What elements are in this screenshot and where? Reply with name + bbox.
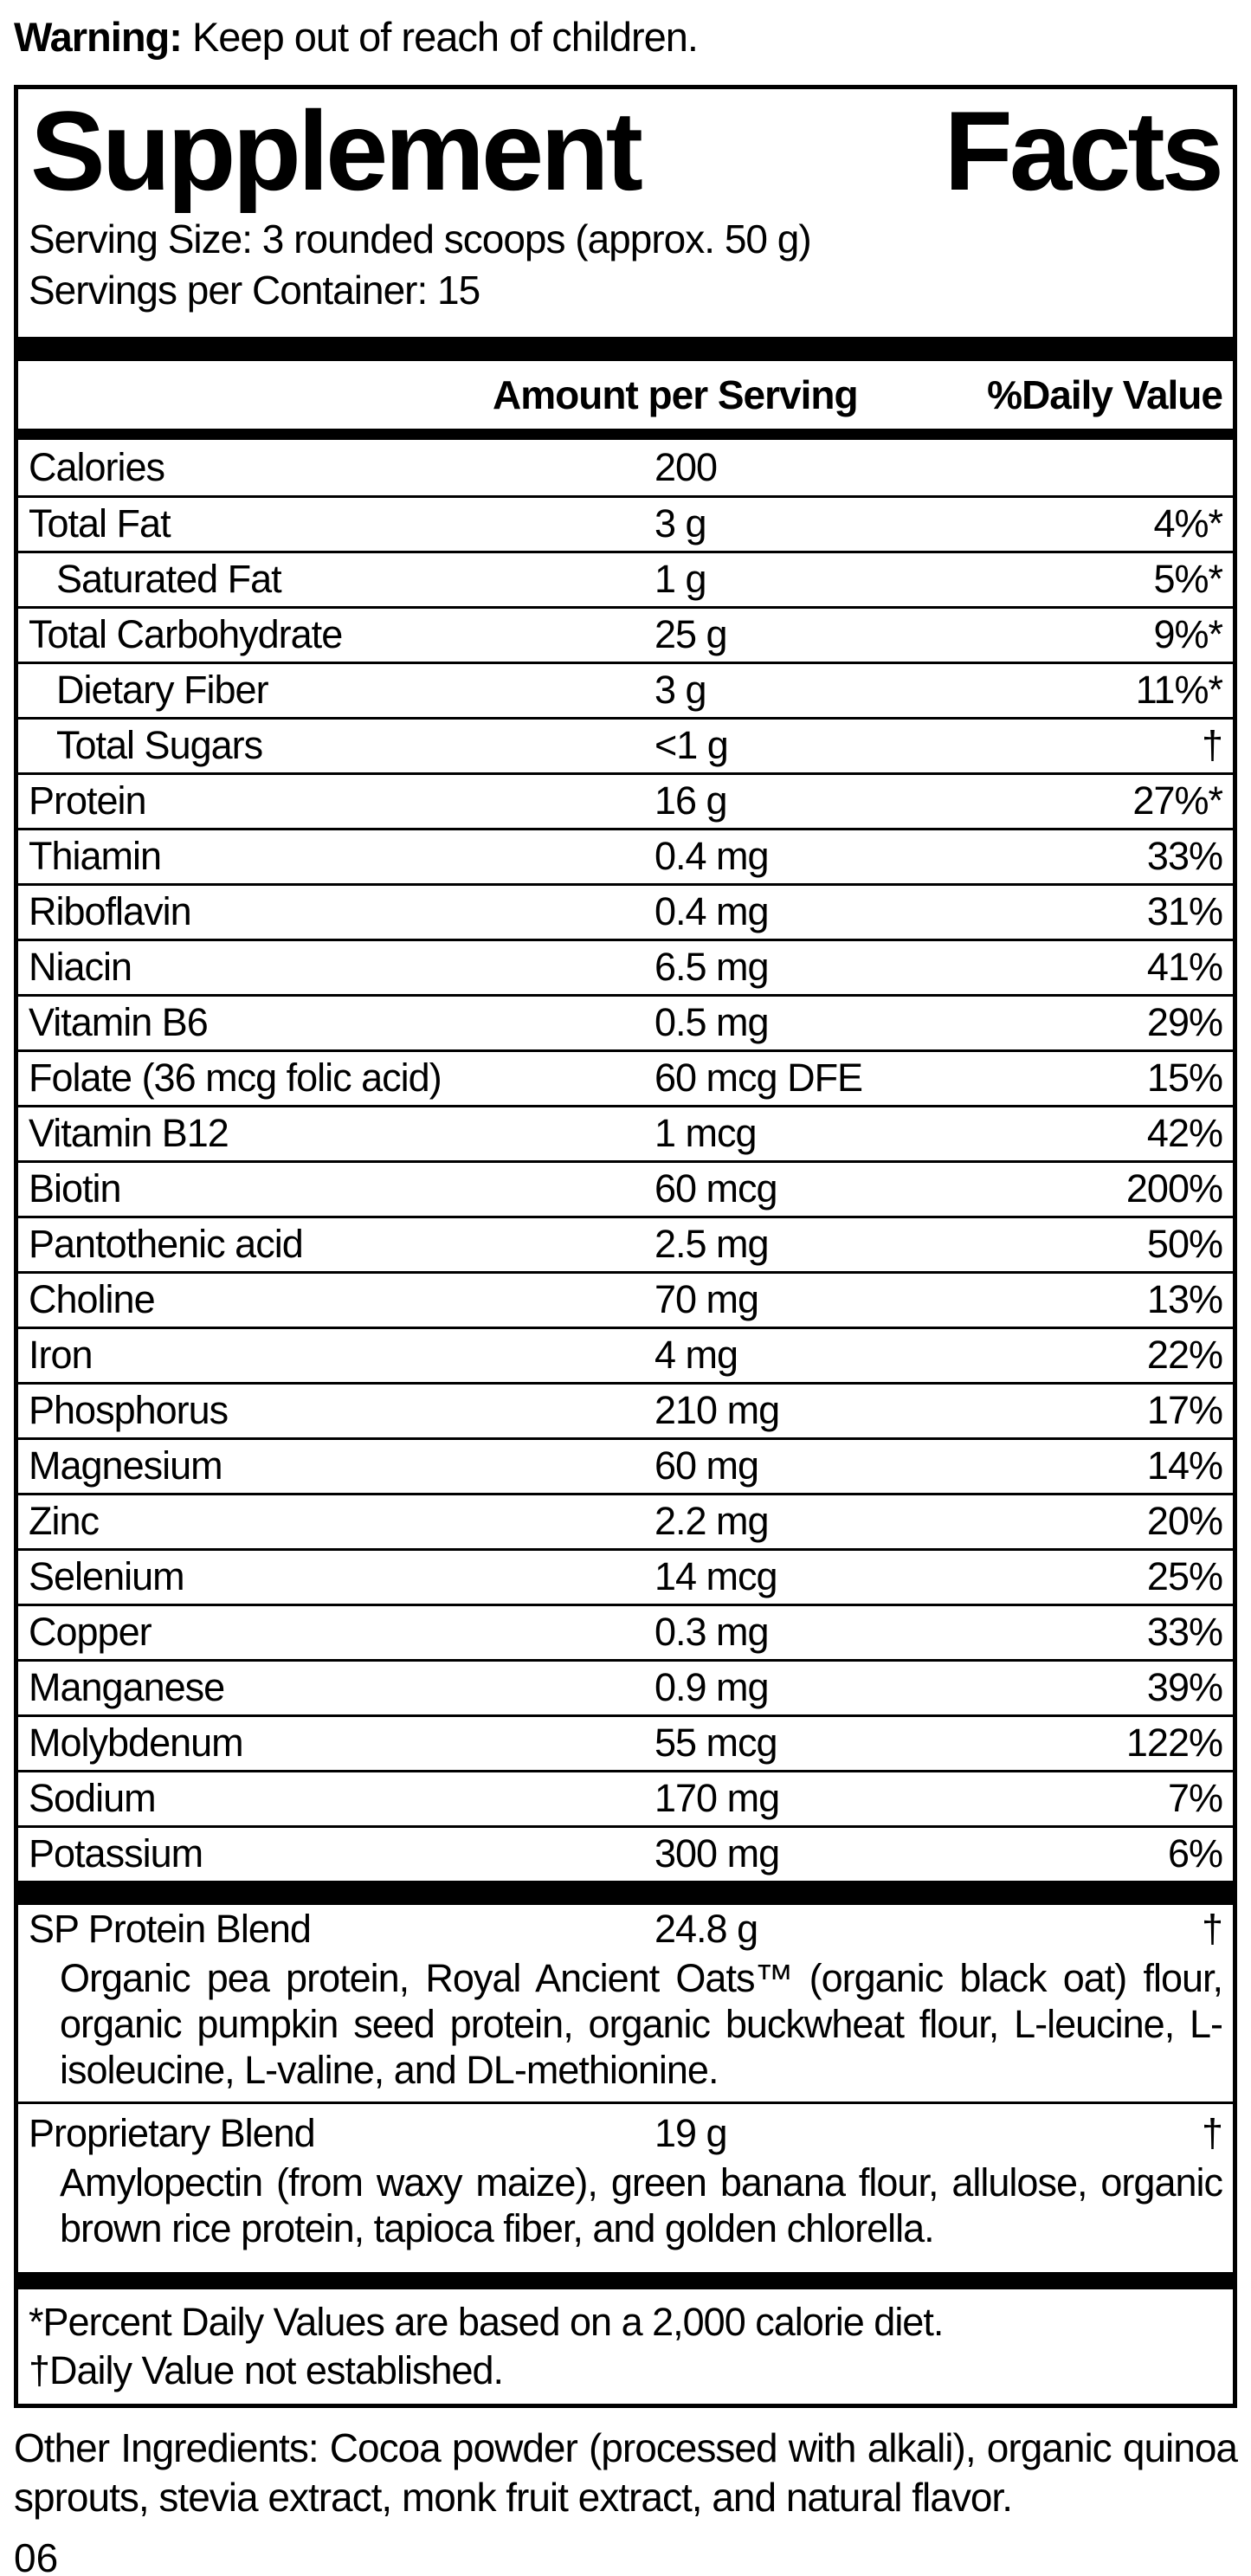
table-row-zinc [18,1493,1233,1548]
row-dv: 42% [1146,1111,1222,1155]
table-row-iron [18,1327,1233,1382]
row-dv: 5%* [1153,557,1222,601]
row-dv: 11%* [1135,668,1222,712]
nutrient-table [18,440,1233,1881]
row-dv: 50% [1146,1222,1222,1266]
table-row-vitamin-b6 [18,994,1233,1049]
row-dv: 33% [1146,1610,1222,1654]
divider-bar-top [18,337,1233,361]
row-label: Saturated Fat [56,557,281,601]
row-amount: 60 mg [655,1443,759,1488]
row-label: Choline [29,1277,155,1321]
table-row-selenium [18,1548,1233,1604]
serving-info [18,214,1233,316]
table-row-total-sugars [18,717,1233,772]
table-row-choline [18,1271,1233,1327]
row-dv: 15% [1146,1056,1222,1100]
row-dv: 41% [1146,945,1222,989]
row-amount: <1 g [655,723,728,767]
blend-dv: † [1201,1906,1222,1951]
panel-title [18,87,1233,214]
row-label: Sodium [29,1776,156,1820]
warning-line [0,0,1251,62]
blend-label: SP Protein Blend [29,1906,311,1951]
title-word-facts: Facts [944,87,1221,214]
row-label: Copper [29,1610,152,1654]
row-label: Phosphorus [29,1388,229,1432]
table-row-magnesium [18,1437,1233,1493]
page-number: 06 [14,2534,59,2576]
servings-per-container: Servings per Container: 15 [29,267,480,313]
row-label: Manganese [29,1665,225,1709]
table-row-dietary-fiber [18,662,1233,717]
row-dv: 29% [1146,1000,1222,1044]
row-dv: 27%* [1132,778,1222,823]
row-label: Pantothenic acid [29,1222,303,1266]
row-amount: 2.2 mg [655,1499,769,1543]
row-amount: 300 mg [655,1831,780,1876]
row-label: Total Fat [29,501,171,546]
table-row-saturated-fat [18,551,1233,606]
row-amount: 0.9 mg [655,1665,769,1709]
row-amount: 2.5 mg [655,1222,769,1266]
row-dv: 200% [1125,1166,1222,1211]
footnote-percent-dv: *Percent Daily Values are based on a 2,000 calorie diet. [29,2299,944,2344]
table-row-calories [18,440,1233,495]
blend-description-sp-protein: Organic pea protein, Royal Ancient Oats™ (organic black oat) flour, organic pumpkin seed protein, organic buckwheat flour, L-leucine, L-isoleucine, L-valine, and DL-methionine. [60,1955,1222,2092]
row-label: Zinc [29,1499,100,1543]
row-label: Iron [29,1333,93,1377]
row-dv: 6% [1167,1831,1222,1876]
row-dv: 39% [1146,1665,1222,1709]
title-word-supplement: Supplement [30,87,640,214]
blend-amount: 19 g [655,2110,727,2155]
row-label: Vitamin B6 [29,1000,208,1044]
row-amount: 6.5 mg [655,945,769,989]
row-dv: 17% [1146,1388,1222,1432]
row-amount: 0.4 mg [655,834,769,878]
table-row-vitamin-b12 [18,1105,1233,1160]
row-amount: 16 g [655,778,727,823]
blend-row-sp-protein [18,1905,1233,1953]
row-label: Molybdenum [29,1721,243,1765]
row-dv: 33% [1146,834,1222,878]
row-label: Protein [29,778,146,823]
row-label: Magnesium [29,1443,222,1488]
table-row-manganese [18,1659,1233,1714]
row-dv: 22% [1146,1333,1222,1377]
blend-dv: † [1201,2110,1222,2155]
footnotes [18,2289,1233,2404]
table-row-protein [18,772,1233,828]
table-row-total-fat [18,495,1233,551]
row-dv: 4%* [1153,501,1222,546]
row-amount: 3 g [655,501,706,546]
row-label: Niacin [29,945,132,989]
row-label: Calories [29,444,165,489]
row-amount: 60 mcg DFE [655,1056,863,1100]
divider-bar-blends [18,1881,1233,1905]
row-dv: 20% [1146,1499,1222,1543]
blend-sp-protein [18,1905,1233,2101]
row-amount: 0.5 mg [655,1000,769,1044]
row-amount: 60 mcg [655,1166,777,1211]
table-row-sodium [18,1770,1233,1825]
blend-amount: 24.8 g [655,1906,758,1951]
row-dv: 7% [1167,1776,1222,1820]
row-dv: 122% [1125,1721,1222,1765]
row-label: Potassium [29,1831,203,1876]
row-amount: 170 mg [655,1776,780,1820]
row-amount: 1 g [655,557,706,601]
table-row-phosphorus [18,1382,1233,1437]
row-dv: 9%* [1153,612,1222,656]
blend-label: Proprietary Blend [29,2110,315,2155]
warning-label: Warning: [14,14,182,60]
row-dv: 31% [1146,889,1222,933]
row-amount: 0.4 mg [655,889,769,933]
table-row-thiamin [18,828,1233,883]
row-dv: † [1201,723,1222,767]
blend-proprietary [18,2101,1233,2260]
table-row-total-carbohydrate [18,606,1233,662]
warning-text: Keep out of reach of children. [181,14,698,60]
table-row-biotin [18,1160,1233,1216]
divider-bar-footnotes [18,2272,1233,2289]
row-amount: 210 mg [655,1388,780,1432]
table-row-niacin [18,939,1233,994]
table-row-molybdenum [18,1714,1233,1770]
footnote-dagger: †Daily Value not established. [29,2347,504,2392]
row-dv: 14% [1146,1443,1222,1488]
serving-size: Serving Size: 3 rounded scoops (approx. 50 g) [29,216,811,261]
row-amount: 1 mcg [655,1111,757,1155]
row-amount: 55 mcg [655,1721,777,1765]
other-ingredients: Other Ingredients: Cocoa powder (processed with alkali), organic quinoa sprouts, stevia extract, monk fruit extract, and natural flavor. [14,2424,1237,2520]
row-dv: 13% [1146,1277,1222,1321]
blend-description-proprietary: Amylopectin (from waxy maize), green banana flour, allulose, organic brown rice protein, tapioca fiber, and golden chlorella. [60,2160,1222,2250]
row-dv: 25% [1146,1554,1222,1598]
row-label: Total Carbohydrate [29,612,343,656]
table-row-riboflavin [18,883,1233,939]
table-row-folate [18,1049,1233,1105]
table-header [18,361,1233,429]
row-amount: 4 mg [655,1333,738,1377]
row-label: Dietary Fiber [56,668,268,712]
row-amount: 200 [655,444,718,489]
row-amount: 25 g [655,612,727,656]
supplement-facts-panel [14,85,1237,2408]
header-amount-per-serving: Amount per Serving [493,371,858,417]
row-label: Selenium [29,1554,184,1598]
row-label: Riboflavin [29,889,191,933]
divider-bar-header [18,429,1233,440]
table-row-potassium [18,1825,1233,1881]
row-label: Thiamin [29,834,162,878]
row-label: Biotin [29,1166,121,1211]
header-daily-value: %Daily Value [987,371,1222,417]
row-label: Vitamin B12 [29,1111,229,1155]
row-label: Total Sugars [56,723,263,767]
row-label: Folate (36 mcg folic acid) [29,1056,442,1100]
table-row-copper [18,1604,1233,1659]
blend-row-proprietary [18,2109,1233,2158]
table-row-pantothenic-acid [18,1216,1233,1271]
row-amount: 14 mcg [655,1554,777,1598]
row-amount: 3 g [655,668,706,712]
row-amount: 0.3 mg [655,1610,769,1654]
row-amount: 70 mg [655,1277,759,1321]
